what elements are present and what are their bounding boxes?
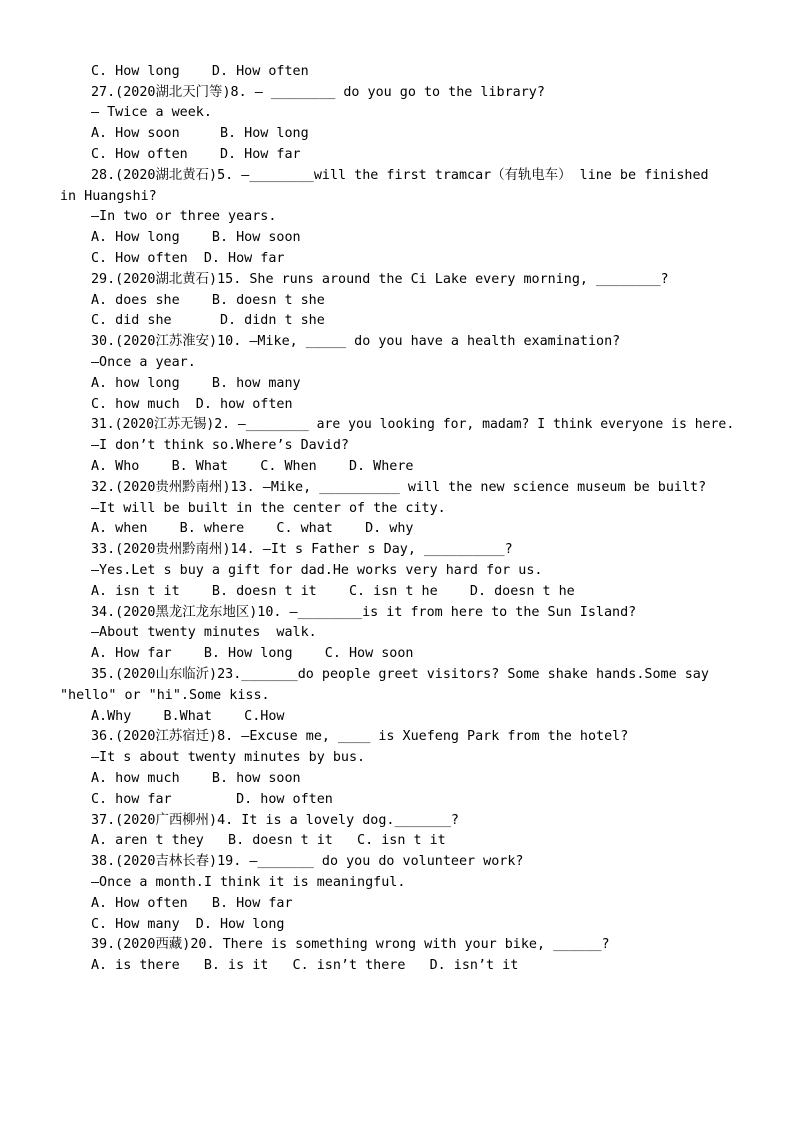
answer-options: A. isn t it B. doesn t it C. isn t he D. doesn t he	[91, 584, 575, 599]
answer-options: A. when B. where C. what D. why	[91, 521, 414, 536]
answer-options: C. How many D. How long	[91, 917, 285, 932]
question-30: 30.(2020江苏淮安)10. —Mike, _____ do you have a health examination?	[91, 334, 621, 349]
text-line: —Once a year.	[91, 355, 196, 370]
answer-options: A. is there B. is it C. isn’t there D. isn’t it	[91, 958, 519, 973]
question-38: 38.(2020吉林长春)19. —_______ do you do volunteer work?	[91, 854, 524, 869]
question-28: 28.(2020湖北黄石)5. —________will the first tramcar（有轨电车） line be finished	[91, 168, 709, 183]
text-line: in Huangshi?	[60, 189, 157, 204]
question-34: 34.(2020黑龙江龙东地区)10. —________is it from here to the Sun Island?	[91, 605, 637, 620]
answer-options: A.Why B.What C.How	[91, 709, 285, 724]
answer-options: A. aren t they B. doesn t it C. isn t it	[91, 833, 446, 848]
answer-options: A. How often B. How far	[91, 896, 293, 911]
answer-options: A. Who B. What C. When D. Where	[91, 459, 414, 474]
question-36: 36.(2020江苏宿迁)8. —Excuse me, ____ is Xuefeng Park from the hotel?	[91, 729, 629, 744]
answer-options: C. how far D. how often	[91, 792, 333, 807]
question-32: 32.(2020贵州黔南州)13. —Mike, __________ will the new science museum be built?	[91, 480, 707, 495]
question-33: 33.(2020贵州黔南州)14. —It s Father s Day, __________?	[91, 542, 513, 557]
text-line: —Once a month.I think it is meaningful.	[91, 875, 406, 890]
answer-options: C. how much D. how often	[91, 397, 293, 412]
text-line: —I don’t think so.Where’s David?	[91, 438, 349, 453]
question-31: 31.(2020江苏无锡)2. —________ are you looking for, madam? I think everyone is here.	[91, 417, 735, 432]
answer-options: A. how much B. how soon	[91, 771, 301, 786]
answer-options: C. How often D. How far	[91, 251, 285, 266]
text-line: —In two or three years.	[91, 209, 277, 224]
answer-options: A. How long B. How soon	[91, 230, 301, 245]
answer-options: A. How soon B. How long	[91, 126, 309, 141]
question-37: 37.(2020广西柳州)4. It is a lovely dog._______?	[91, 813, 459, 828]
question-35: 35.(2020山东临沂)23._______do people greet visitors? Some shake hands.Some say	[91, 667, 709, 682]
text-line: —Yes.Let s buy a gift for dad.He works very hard for us.	[91, 563, 543, 578]
text-line: —It s about twenty minutes by bus.	[91, 750, 366, 765]
text-line: "hello" or "hi".Some kiss.	[60, 688, 270, 703]
answer-options: C. How often D. How far	[91, 147, 301, 162]
answer-options: A. does she B. doesn t she	[91, 293, 325, 308]
text-line: C. How long D. How often	[91, 64, 309, 79]
text-line: —About twenty minutes walk.	[91, 625, 317, 640]
answer-options: A. how long B. how many	[91, 376, 301, 391]
text-line: —It will be built in the center of the city.	[91, 501, 446, 516]
question-27: 27.(2020湖北天门等)8. — ________ do you go to the library?	[91, 85, 545, 100]
question-29: 29.(2020湖北黄石)15. She runs around the Ci Lake every morning, ________?	[91, 272, 669, 287]
answer-options: A. How far B. How long C. How soon	[91, 646, 414, 661]
text-line: — Twice a week.	[91, 105, 212, 120]
question-39: 39.(2020西藏)20. There is something wrong with your bike, ______?	[91, 937, 610, 952]
answer-options: C. did she D. didn t she	[91, 313, 325, 328]
